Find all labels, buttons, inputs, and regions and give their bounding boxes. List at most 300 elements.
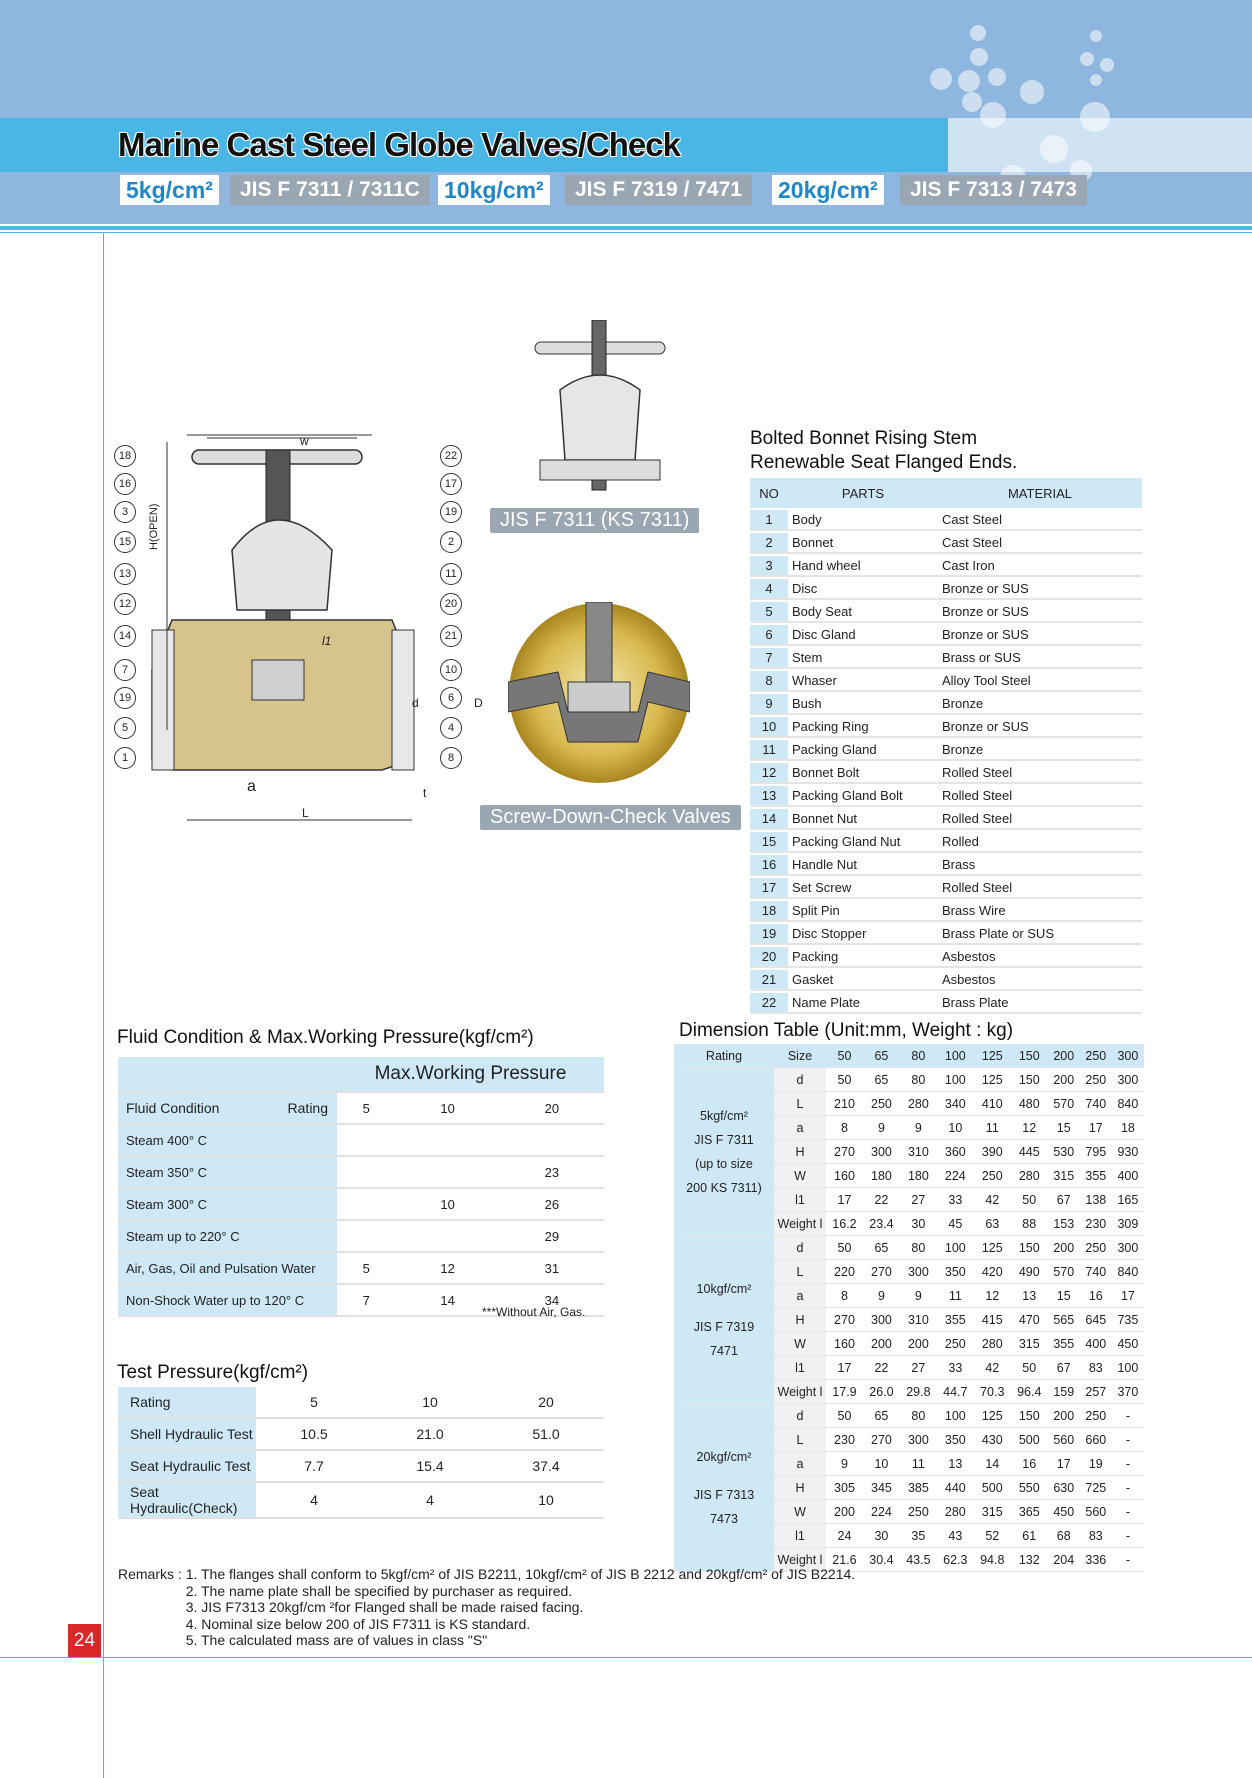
fluid-value-5: [337, 1221, 395, 1253]
callout-19: 19: [114, 687, 136, 709]
parts-row: [750, 671, 1142, 692]
parts-header-parts: PARTS: [788, 478, 938, 508]
parts-name: Disc: [788, 579, 938, 600]
dim-value-cell: 230: [1080, 1212, 1112, 1236]
remark-item: 3. JIS F7313 20kgf/cm ²for Flanged shall be made raised facing.: [185, 1599, 584, 1615]
dim-value-cell: 14: [974, 1452, 1011, 1476]
dim-value-cell: 9: [900, 1116, 937, 1140]
fluid-value-20: 34: [500, 1285, 604, 1317]
dim-value-cell: 310: [900, 1140, 937, 1164]
test-value-cell: 37.4: [488, 1451, 604, 1483]
dim-value-cell: 300: [900, 1428, 937, 1452]
fluid-condition-cell: Steam 350° C: [118, 1157, 337, 1189]
callouts-right: [440, 445, 464, 775]
dim-value-cell: 224: [863, 1500, 900, 1524]
fluid-value-5: [337, 1189, 395, 1221]
dim-value-cell: 270: [826, 1308, 863, 1332]
rating-chip-5: 5kg/cm²: [120, 175, 219, 205]
callout-2: 2: [440, 531, 462, 553]
dim-key-cell: L: [774, 1428, 826, 1452]
dim-value-cell: 11: [937, 1284, 974, 1308]
parts-caption-2: Renewable Seat Flanged Ends.: [750, 452, 1018, 473]
dim-value-cell: 795: [1080, 1140, 1112, 1164]
dim-value-cell: 67: [1048, 1188, 1080, 1212]
dim-value-cell: 400: [1112, 1164, 1144, 1188]
dim-value-cell: 570: [1048, 1260, 1080, 1284]
dim-key-cell: d: [774, 1404, 826, 1428]
dim-rating-line: 7473: [710, 1511, 738, 1526]
dim-value-cell: 10: [937, 1116, 974, 1140]
parts-row: [750, 947, 1142, 968]
dim-value-cell: 30: [863, 1524, 900, 1548]
dim-value-cell: 44.7: [937, 1380, 974, 1404]
test-row: [118, 1419, 604, 1451]
dim-value-cell: 100: [1112, 1356, 1144, 1380]
parts-no: 3: [750, 556, 788, 577]
parts-row: [750, 602, 1142, 623]
dim-value-cell: 11: [900, 1452, 937, 1476]
fluid-value-20: 29: [500, 1221, 604, 1253]
fluid-label: Fluid Condition: [126, 1100, 220, 1116]
dim-value-cell: 61: [1011, 1524, 1048, 1548]
test-value-cell: 21.0: [372, 1419, 488, 1451]
fluid-condition-cell: Steam 300° C: [118, 1189, 337, 1221]
check-valve-detail-drawing: [508, 602, 690, 784]
test-value-cell: 5: [256, 1387, 372, 1419]
dim-value-cell: 565: [1048, 1308, 1080, 1332]
dim-size-col: 250: [1080, 1044, 1112, 1068]
dim-key-cell: H: [774, 1476, 826, 1500]
fluid-row: [118, 1221, 604, 1253]
remarks-prefix: Remarks :: [118, 1566, 186, 1582]
dim-value-cell: 210: [826, 1092, 863, 1116]
dim-value-cell: 840: [1112, 1092, 1144, 1116]
dim-value-cell: -: [1112, 1428, 1144, 1452]
dim-key-cell: Weight l: [774, 1212, 826, 1236]
dim-value-cell: 300: [1112, 1236, 1144, 1260]
dim-h-label: H(OPEN): [148, 503, 160, 550]
dim-value-cell: 220: [826, 1260, 863, 1284]
dim-rating-line: JIS F 7319: [693, 1319, 755, 1334]
dim-value-cell: 21.6: [826, 1548, 863, 1572]
callout-11: 11: [440, 563, 462, 585]
callout-4: 4: [440, 717, 462, 739]
parts-name: Bonnet Nut: [788, 809, 938, 830]
dim-value-cell: 350: [937, 1260, 974, 1284]
test-caption: Test Pressure(kgf/cm²): [117, 1362, 309, 1383]
dim-value-cell: -: [1112, 1500, 1144, 1524]
test-pressure-table: [118, 1387, 604, 1519]
rating-label: Rating: [287, 1100, 328, 1116]
parts-name: Packing Gland Nut: [788, 832, 938, 853]
parts-material: Asbestos: [938, 970, 1142, 991]
dim-key-cell: Weight l: [774, 1380, 826, 1404]
dimension-row: [674, 1404, 1144, 1428]
dim-size-col: 65: [863, 1044, 900, 1068]
test-row: [118, 1451, 604, 1483]
dim-value-cell: -: [1112, 1404, 1144, 1428]
parts-table: [750, 476, 1142, 1016]
parts-material: Brass or SUS: [938, 648, 1142, 669]
test-label-cell: Rating: [118, 1387, 256, 1419]
dim-value-cell: 570: [1048, 1092, 1080, 1116]
dim-value-cell: 336: [1080, 1548, 1112, 1572]
parts-name: Bonnet Bolt: [788, 763, 938, 784]
dim-value-cell: 355: [937, 1308, 974, 1332]
dim-key-cell: H: [774, 1140, 826, 1164]
parts-name: Packing Gland Bolt: [788, 786, 938, 807]
dim-value-cell: 17: [1080, 1116, 1112, 1140]
parts-no: 2: [750, 533, 788, 554]
test-value-cell: 10: [372, 1387, 488, 1419]
parts-material: Cast Steel: [938, 533, 1142, 554]
dim-value-cell: 35: [900, 1524, 937, 1548]
callout-6: 6: [440, 687, 462, 709]
callout-21: 21: [440, 625, 462, 647]
dim-value-cell: 132: [1011, 1548, 1048, 1572]
parts-no: 13: [750, 786, 788, 807]
parts-row: [750, 625, 1142, 646]
standard-chip-20: JIS F 7313 / 7473: [900, 175, 1087, 205]
fluid-value-20: 23: [500, 1157, 604, 1189]
header-divider: [0, 226, 1252, 230]
dim-value-cell: 125: [974, 1404, 1011, 1428]
dim-value-cell: 500: [1011, 1428, 1048, 1452]
dim-value-cell: 24: [826, 1524, 863, 1548]
parts-material: Bronze or SUS: [938, 625, 1142, 646]
parts-no: 12: [750, 763, 788, 784]
dimension-header-row: [674, 1044, 1144, 1068]
parts-no: 9: [750, 694, 788, 715]
parts-row: [750, 809, 1142, 830]
parts-material: Bronze or SUS: [938, 602, 1142, 623]
dim-value-cell: 200: [1048, 1236, 1080, 1260]
fluid-row: [118, 1253, 604, 1285]
parts-row: [750, 556, 1142, 577]
dim-value-cell: 250: [1080, 1068, 1112, 1092]
dim-value-cell: 300: [863, 1140, 900, 1164]
dim-a-label: a: [247, 778, 256, 795]
parts-row: [750, 648, 1142, 669]
dim-value-cell: 9: [826, 1452, 863, 1476]
dim-value-cell: 50: [826, 1404, 863, 1428]
dim-value-cell: 9: [900, 1284, 937, 1308]
parts-row: [750, 740, 1142, 761]
parts-header-material: MATERIAL: [938, 478, 1142, 508]
dimension-table-body: [674, 1068, 1144, 1572]
dim-value-cell: 80: [900, 1404, 937, 1428]
fluid-condition-cell: Steam up to 220° C: [118, 1221, 337, 1253]
dim-value-cell: 300: [863, 1308, 900, 1332]
dim-value-cell: 355: [1048, 1332, 1080, 1356]
parts-no: 19: [750, 924, 788, 945]
remark-item: 1. The flanges shall conform to 5kgf/cm² of JIS B2211, 10kgf/cm² of JIS B 2212 and 20kgf/cm² of JIS B2214.: [185, 1566, 856, 1582]
dim-value-cell: 83: [1080, 1356, 1112, 1380]
fluid-value-20: [500, 1125, 604, 1157]
dim-value-cell: 16: [1080, 1284, 1112, 1308]
dim-value-cell: 560: [1048, 1428, 1080, 1452]
dim-rating-line: 20kgf/cm²: [696, 1449, 752, 1464]
dim-value-cell: 420: [974, 1260, 1011, 1284]
parts-name: Name Plate: [788, 993, 938, 1014]
dim-value-cell: 200: [900, 1332, 937, 1356]
dim-value-cell: 270: [863, 1260, 900, 1284]
parts-no: 20: [750, 947, 788, 968]
dim-value-cell: 9: [863, 1116, 900, 1140]
dim-value-cell: 300: [1112, 1068, 1144, 1092]
parts-material: Bronze: [938, 694, 1142, 715]
dim-value-cell: 490: [1011, 1260, 1048, 1284]
fluid-value-10: [395, 1221, 499, 1253]
parts-name: Split Pin: [788, 901, 938, 922]
dim-value-cell: 270: [826, 1140, 863, 1164]
fig1-label: JIS F 7311 (KS 7311): [490, 508, 699, 533]
dim-rating-line: [675, 1469, 773, 1483]
dim-value-cell: -: [1112, 1524, 1144, 1548]
dim-value-cell: 385: [900, 1476, 937, 1500]
page-title: Marine Cast Steel Globe Valves/Check: [118, 126, 680, 163]
parts-no: 15: [750, 832, 788, 853]
dim-value-cell: 18: [1112, 1116, 1144, 1140]
dim-value-cell: 17: [1112, 1284, 1144, 1308]
dim-value-cell: 88: [1011, 1212, 1048, 1236]
dim-size-col: 80: [900, 1044, 937, 1068]
test-value-cell: 51.0: [488, 1419, 604, 1451]
dim-value-cell: 65: [863, 1404, 900, 1428]
parts-row: [750, 510, 1142, 531]
dim-rating-line: [675, 1301, 773, 1315]
dim-value-cell: 13: [1011, 1284, 1048, 1308]
dim-value-cell: 150: [1011, 1236, 1048, 1260]
callout-13: 13: [114, 563, 136, 585]
dim-value-cell: 400: [1080, 1332, 1112, 1356]
dim-value-cell: 70.3: [974, 1380, 1011, 1404]
dim-key-cell: a: [774, 1452, 826, 1476]
fluid-row: [118, 1189, 604, 1221]
dim-size-header: Size: [774, 1044, 826, 1068]
dim-w-label: w: [300, 434, 309, 448]
remark-item: 4. Nominal size below 200 of JIS F7311 is KS standard.: [185, 1615, 531, 1632]
parts-name: Hand wheel: [788, 556, 938, 577]
dim-key-cell: W: [774, 1332, 826, 1356]
dim-key-cell: d: [774, 1236, 826, 1260]
callout-18: 18: [114, 445, 136, 467]
parts-material: Asbestos: [938, 947, 1142, 968]
callout-8: 8: [440, 747, 462, 769]
dim-value-cell: 840: [1112, 1260, 1144, 1284]
dim-value-cell: 740: [1080, 1092, 1112, 1116]
fluid-value-20: 26: [500, 1189, 604, 1221]
parts-name: Gasket: [788, 970, 938, 991]
dim-value-cell: 65: [863, 1236, 900, 1260]
dim-value-cell: 11: [974, 1116, 1011, 1140]
fluid-value-10: [395, 1157, 499, 1189]
parts-caption-1: Bolted Bonnet Rising Stem: [750, 428, 978, 449]
dim-value-cell: 180: [863, 1164, 900, 1188]
dim-value-cell: 150: [1011, 1068, 1048, 1092]
remark-item: 5. The calculated mass are of values in class "S": [185, 1632, 488, 1648]
dim-value-cell: 10: [863, 1452, 900, 1476]
dim-value-cell: 180: [900, 1164, 937, 1188]
parts-row: [750, 694, 1142, 715]
dim-value-cell: 360: [937, 1140, 974, 1164]
fluid-caption: Fluid Condition & Max.Working Pressure(kgf/cm²): [117, 1027, 534, 1048]
dim-value-cell: 65: [863, 1068, 900, 1092]
fluid-rating-5: 5: [337, 1093, 395, 1125]
dim-key-cell: L: [774, 1092, 826, 1116]
page-number: 24: [68, 1624, 101, 1657]
dim-value-cell: 125: [974, 1068, 1011, 1092]
dim-value-cell: 530: [1048, 1140, 1080, 1164]
dim-value-cell: 735: [1112, 1308, 1144, 1332]
test-value-cell: 10.5: [256, 1419, 372, 1451]
parts-material: Rolled: [938, 832, 1142, 853]
callout-3: 3: [114, 501, 136, 523]
parts-no: 6: [750, 625, 788, 646]
dim-value-cell: 22: [863, 1356, 900, 1380]
dim-size-col: 150: [1011, 1044, 1048, 1068]
standard-chip-5: JIS F 7311 / 7311C: [230, 175, 430, 205]
header-divider-thin: [0, 232, 1252, 233]
dim-value-cell: 13: [937, 1452, 974, 1476]
dim-value-cell: 315: [1011, 1332, 1048, 1356]
dim-key-cell: l1: [774, 1188, 826, 1212]
parts-no: 17: [750, 878, 788, 899]
parts-table-body: [750, 510, 1142, 1014]
dim-value-cell: 410: [974, 1092, 1011, 1116]
dim-value-cell: 22: [863, 1188, 900, 1212]
dim-value-cell: 340: [937, 1092, 974, 1116]
dim-value-cell: 370: [1112, 1380, 1144, 1404]
test-label-cell: Seat Hydraulic Test: [118, 1451, 256, 1483]
parts-no: 16: [750, 855, 788, 876]
parts-no: 21: [750, 970, 788, 991]
parts-material: Rolled Steel: [938, 763, 1142, 784]
test-row: [118, 1483, 604, 1519]
dim-value-cell: 280: [1011, 1164, 1048, 1188]
dim-value-cell: 43.5: [900, 1548, 937, 1572]
dim-key-cell: L: [774, 1260, 826, 1284]
dim-value-cell: 45: [937, 1212, 974, 1236]
parts-no: 8: [750, 671, 788, 692]
fluid-value-10: 12: [395, 1253, 499, 1285]
fluid-value-10: 14: [395, 1285, 499, 1317]
fluid-value-5: [337, 1157, 395, 1189]
dim-value-cell: 80: [900, 1068, 937, 1092]
parts-no: 18: [750, 901, 788, 922]
dim-value-cell: 100: [937, 1068, 974, 1092]
dim-value-cell: 390: [974, 1140, 1011, 1164]
fluid-value-10: 10: [395, 1189, 499, 1221]
dimension-row: [674, 1236, 1144, 1260]
test-value-cell: 4: [256, 1483, 372, 1519]
parts-name: Whaser: [788, 671, 938, 692]
dim-value-cell: 50: [826, 1068, 863, 1092]
dim-value-cell: 15: [1048, 1284, 1080, 1308]
dim-key-cell: a: [774, 1116, 826, 1140]
parts-name: Body: [788, 510, 938, 531]
callout-19r: 19: [440, 501, 462, 523]
dim-value-cell: 17.9: [826, 1380, 863, 1404]
dim-value-cell: 725: [1080, 1476, 1112, 1500]
dim-value-cell: 50: [1011, 1356, 1048, 1380]
dim-value-cell: 17: [826, 1188, 863, 1212]
parts-row: [750, 970, 1142, 991]
test-value-cell: 10: [488, 1483, 604, 1519]
callout-14: 14: [114, 625, 136, 647]
dim-value-cell: 8: [826, 1284, 863, 1308]
dim-value-cell: 29.8: [900, 1380, 937, 1404]
dim-value-cell: 100: [937, 1404, 974, 1428]
dim-rating-line: (up to size: [695, 1156, 753, 1171]
test-row: [118, 1387, 604, 1419]
dim-value-cell: 42: [974, 1356, 1011, 1380]
dim-D-label: D: [474, 696, 483, 710]
parts-material: Bronze or SUS: [938, 579, 1142, 600]
rating-chip-10: 10kg/cm²: [438, 175, 550, 205]
dim-value-cell: 350: [937, 1428, 974, 1452]
dim-value-cell: 17: [826, 1356, 863, 1380]
dim-size-col: 50: [826, 1044, 863, 1068]
test-value-cell: 15.4: [372, 1451, 488, 1483]
dim-value-cell: -: [1112, 1548, 1144, 1572]
dim-size-col: 300: [1112, 1044, 1144, 1068]
fluid-value-5: [337, 1125, 395, 1157]
dim-rating-line: 200 KS 7311): [686, 1180, 762, 1195]
dim-value-cell: -: [1112, 1452, 1144, 1476]
dim-value-cell: 365: [1011, 1500, 1048, 1524]
dim-value-cell: 480: [1011, 1092, 1048, 1116]
dim-key-cell: W: [774, 1500, 826, 1524]
dim-value-cell: 440: [937, 1476, 974, 1500]
parts-row: [750, 924, 1142, 945]
dim-value-cell: 12: [974, 1284, 1011, 1308]
parts-row: [750, 901, 1142, 922]
callout-22: 22: [440, 445, 462, 467]
parts-row: [750, 855, 1142, 876]
dim-value-cell: 9: [863, 1284, 900, 1308]
parts-row: [750, 993, 1142, 1014]
parts-material: Brass Wire: [938, 901, 1142, 922]
parts-no: 14: [750, 809, 788, 830]
dim-rating-line: JIS F 7311: [694, 1132, 754, 1147]
dim-rating-line: JIS F 7313: [693, 1487, 755, 1502]
dim-t-label: t: [423, 786, 427, 800]
fluid-table-body: [118, 1125, 604, 1317]
parts-name: Stem: [788, 648, 938, 669]
parts-material: Bronze or SUS: [938, 717, 1142, 738]
callouts-left: [114, 445, 138, 775]
fluid-rating-20: 20: [500, 1093, 604, 1125]
dim-value-cell: 30: [900, 1212, 937, 1236]
dim-value-cell: 645: [1080, 1308, 1112, 1332]
fluid-value-10: [395, 1125, 499, 1157]
dim-key-cell: a: [774, 1284, 826, 1308]
dim-value-cell: 100: [937, 1236, 974, 1260]
dim-value-cell: 94.8: [974, 1548, 1011, 1572]
dim-value-cell: 500: [974, 1476, 1011, 1500]
dim-value-cell: 138: [1080, 1188, 1112, 1212]
parts-material: Rolled Steel: [938, 878, 1142, 899]
dim-value-cell: 159: [1048, 1380, 1080, 1404]
dim-value-cell: 68: [1048, 1524, 1080, 1548]
dim-value-cell: 80: [900, 1236, 937, 1260]
dim-key-cell: l1: [774, 1356, 826, 1380]
test-value-cell: 7.7: [256, 1451, 372, 1483]
dim-value-cell: 19: [1080, 1452, 1112, 1476]
dim-value-cell: 50: [1011, 1188, 1048, 1212]
dim-value-cell: 315: [1048, 1164, 1080, 1188]
